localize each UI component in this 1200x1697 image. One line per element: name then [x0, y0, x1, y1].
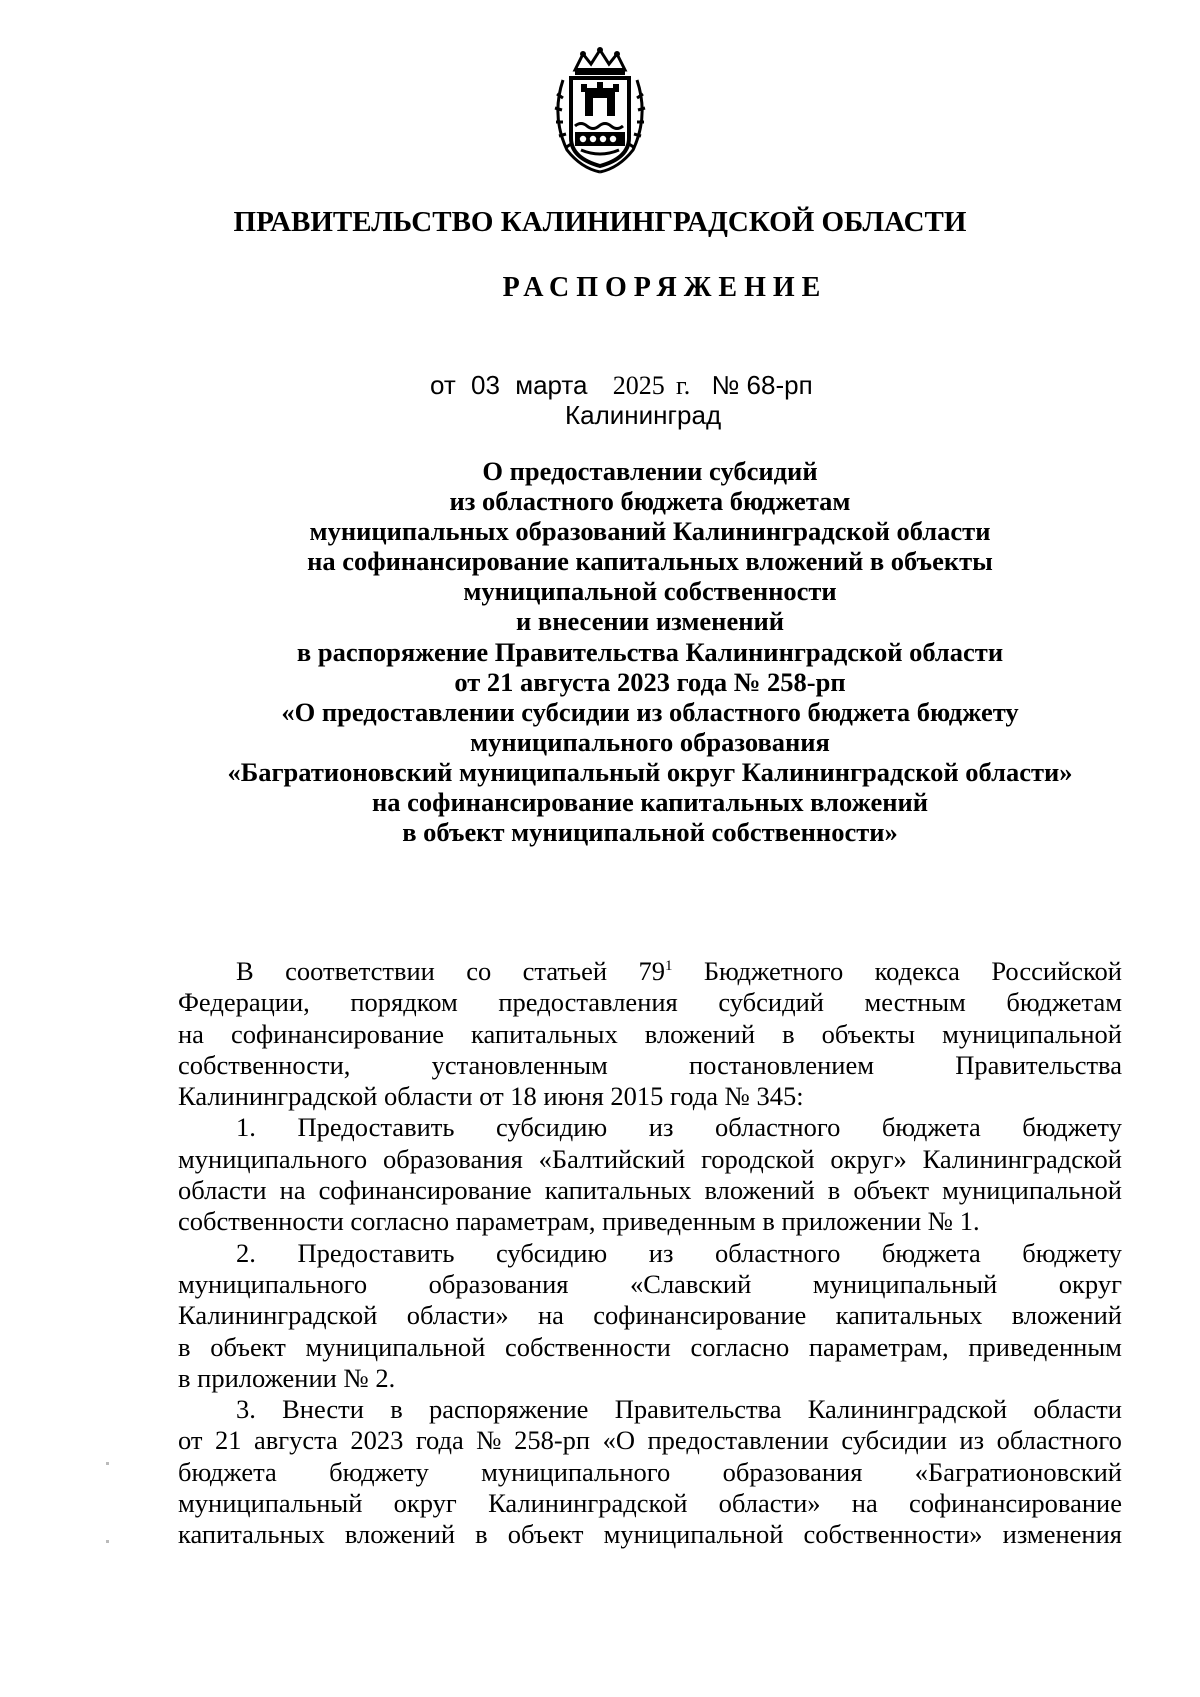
heading-line: муниципальной собственности — [463, 576, 837, 607]
list-item-3: 3. Внести в распоряжение Правительства Калининградской области — [236, 1394, 1122, 1425]
body-line: Федерации, порядком предоставления субсидий местным бюджетам — [178, 987, 1122, 1018]
body-line: Калининградской области» на софинансирование капитальных вложений — [178, 1300, 1122, 1331]
heading-line: от 21 августа 2023 года № 258-рп — [454, 666, 846, 697]
heading-line: муниципального образования — [470, 726, 830, 757]
body-line: В соответствии со статьей $79^1$ Бюджетного кодекса Российской — [236, 956, 1122, 986]
body-line: капитальных вложений в объект муниципальной собственности» изменения — [178, 1519, 1122, 1550]
body-line: муниципального образования «Балтийский городской округ» Калининградской — [178, 1143, 1122, 1174]
body-line: от 21 августа 2023 года № 258-рп «О предоставлении субсидии из областного — [178, 1425, 1122, 1456]
heading-line: из областного бюджета бюджетам — [449, 486, 851, 517]
body-line: муниципального образования «Славский муниципальный округ — [178, 1268, 1122, 1299]
body-line: на софинансирование капитальных вложений в объекты муниципальной — [178, 1018, 1122, 1049]
heading-line: в объект муниципальной собственности» — [402, 817, 898, 848]
date-month: марта — [515, 370, 588, 400]
date-suffix: г. — [675, 371, 691, 400]
body-line: муниципальный округ Калининградской области» на софинансирование — [178, 1488, 1122, 1519]
scan-dot — [106, 1540, 109, 1543]
date-year: 2025 — [612, 371, 665, 400]
city: Калининград — [565, 400, 722, 430]
heading-line: на софинансирование капитальных вложений в объекты — [307, 546, 993, 577]
date-number-line — [430, 370, 821, 401]
scan-dot — [106, 1462, 109, 1465]
body-line: собственности, установленным постановлением Правительства — [178, 1049, 1122, 1080]
document-type: РАСПОРЯЖЕНИЕ — [502, 272, 828, 303]
body-line: в приложении № 2. — [178, 1362, 396, 1393]
heading-line: О предоставлении субсидий — [482, 456, 818, 486]
heading-line: на софинансирование капитальных вложений — [371, 787, 929, 818]
heading-line: в распоряжение Правительства Калининградской области — [296, 636, 1004, 667]
superscript: 1 — [664, 958, 673, 974]
heading-line: муниципальных образований Калининградской области — [309, 516, 991, 547]
heading-line: «Багратионовский муниципальный округ Калининградской области» — [227, 756, 1073, 787]
body-line: Калининградской области от 18 июня 2015 года № 345: — [178, 1081, 804, 1112]
coat-of-arms-icon — [545, 46, 655, 174]
list-item-2: 2. Предоставить субсидию из областного бюджета бюджету — [236, 1237, 1122, 1268]
body-line: области на софинансирование капитальных вложений в объект муниципальной — [178, 1175, 1122, 1206]
body-line: бюджета бюджету муниципального образования «Багратионовский — [178, 1456, 1122, 1487]
body-line: в объект муниципальной собственности согласно параметрам, приведенным — [178, 1331, 1122, 1362]
date-day: 03 — [471, 370, 500, 400]
heading-line: «О предоставлении субсидии из областного бюджета бюджету — [281, 696, 1019, 727]
document-heading — [150, 456, 1150, 847]
document-body — [178, 956, 1122, 1551]
body-line: собственности согласно параметрам, приведенным в приложении № 1. — [178, 1206, 980, 1237]
document-number: № 68-рп — [711, 370, 813, 400]
list-item-1: 1. Предоставить субсидию из областного бюджета бюджету — [236, 1112, 1122, 1143]
government-title: ПРАВИТЕЛЬСТВО КАЛИНИНГРАДСКОЙ ОБЛАСТИ — [233, 206, 967, 238]
date-prefix: от — [430, 370, 456, 400]
heading-line: и внесении изменений — [515, 606, 785, 637]
